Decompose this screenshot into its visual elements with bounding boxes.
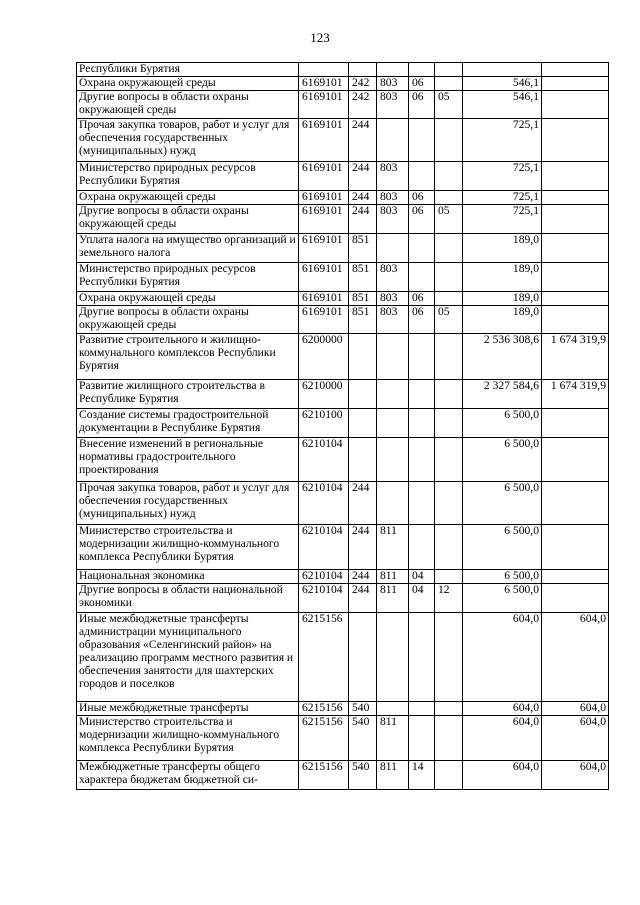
row-pr-cell bbox=[435, 162, 463, 191]
row-ved-cell: 811 bbox=[377, 525, 409, 570]
row-name-cell: Уплата налога на имущество организаций и земельного налога bbox=[77, 234, 299, 263]
row-rz-cell: 14 bbox=[409, 761, 435, 790]
row-ved-cell bbox=[377, 613, 409, 702]
row-ved-cell bbox=[377, 380, 409, 409]
row-code-cell: 6215156 bbox=[299, 761, 349, 790]
table-row bbox=[77, 761, 609, 790]
table-row bbox=[77, 292, 609, 306]
row-code-cell: 6169101 bbox=[299, 263, 349, 292]
row-sum2-cell: 1 674 319,9 bbox=[542, 334, 609, 380]
row-rz-cell bbox=[409, 334, 435, 380]
row-code-cell: 6215156 bbox=[299, 716, 349, 761]
row-sum2-cell bbox=[542, 119, 609, 162]
row-code-cell: 6200000 bbox=[299, 334, 349, 380]
row-code-cell: 6210104 bbox=[299, 570, 349, 584]
row-vr-cell bbox=[349, 438, 377, 482]
row-pr-cell bbox=[435, 63, 463, 77]
row-ved-cell: 811 bbox=[377, 584, 409, 613]
table-row bbox=[77, 438, 609, 482]
table-row bbox=[77, 570, 609, 584]
row-code-cell: 6215156 bbox=[299, 702, 349, 716]
row-rz-cell bbox=[409, 438, 435, 482]
row-sum1-cell: 6 500,0 bbox=[463, 409, 542, 438]
row-rz-cell bbox=[409, 263, 435, 292]
row-sum1-cell: 725,1 bbox=[463, 191, 542, 205]
row-sum2-cell bbox=[542, 91, 609, 119]
table-row bbox=[77, 334, 609, 380]
row-sum1-cell: 2 327 584,6 bbox=[463, 380, 542, 409]
row-sum1-cell: 604,0 bbox=[463, 613, 542, 702]
row-pr-cell bbox=[435, 438, 463, 482]
table-row bbox=[77, 263, 609, 292]
row-rz-cell bbox=[409, 409, 435, 438]
row-sum2-cell bbox=[542, 191, 609, 205]
row-sum2-cell bbox=[542, 205, 609, 234]
row-rz-cell bbox=[409, 702, 435, 716]
table-row bbox=[77, 482, 609, 525]
row-rz-cell bbox=[409, 482, 435, 525]
row-sum1-cell: 6 500,0 bbox=[463, 525, 542, 570]
row-pr-cell: 12 bbox=[435, 584, 463, 613]
row-ved-cell bbox=[377, 63, 409, 77]
row-sum1-cell: 546,1 bbox=[463, 77, 542, 91]
row-pr-cell bbox=[435, 234, 463, 263]
row-name-cell: Прочая закупка товаров, работ и услуг для обеспечения государственных (муниципальных) нужд bbox=[77, 482, 299, 525]
row-code-cell: 6169101 bbox=[299, 306, 349, 334]
row-ved-cell: 803 bbox=[377, 77, 409, 91]
row-name-cell: Другие вопросы в области национальной экономики bbox=[77, 584, 299, 613]
row-vr-cell: 244 bbox=[349, 584, 377, 613]
row-name-cell: Министерство строительства и модернизации жилищно-коммунального комплекса Республики Бурятия bbox=[77, 525, 299, 570]
row-code-cell: 6210104 bbox=[299, 482, 349, 525]
row-vr-cell: 244 bbox=[349, 119, 377, 162]
row-pr-cell bbox=[435, 380, 463, 409]
row-pr-cell bbox=[435, 119, 463, 162]
row-vr-cell: 242 bbox=[349, 91, 377, 119]
row-pr-cell bbox=[435, 613, 463, 702]
budget-table bbox=[76, 62, 609, 790]
row-sum1-cell: 189,0 bbox=[463, 306, 542, 334]
row-rz-cell: 06 bbox=[409, 306, 435, 334]
table-row bbox=[77, 91, 609, 119]
row-code-cell: 6210104 bbox=[299, 525, 349, 570]
row-vr-cell: 851 bbox=[349, 306, 377, 334]
row-sum2-cell: 604,0 bbox=[542, 613, 609, 702]
row-ved-cell bbox=[377, 119, 409, 162]
row-ved-cell: 803 bbox=[377, 292, 409, 306]
row-ved-cell: 803 bbox=[377, 91, 409, 119]
table-row bbox=[77, 191, 609, 205]
table-row bbox=[77, 702, 609, 716]
row-rz-cell: 04 bbox=[409, 584, 435, 613]
table-row bbox=[77, 77, 609, 91]
row-sum1-cell: 189,0 bbox=[463, 263, 542, 292]
row-ved-cell: 803 bbox=[377, 191, 409, 205]
row-pr-cell bbox=[435, 761, 463, 790]
table-row bbox=[77, 613, 609, 702]
row-code-cell: 6169101 bbox=[299, 77, 349, 91]
row-rz-cell: 06 bbox=[409, 77, 435, 91]
row-ved-cell bbox=[377, 409, 409, 438]
row-sum2-cell bbox=[542, 438, 609, 482]
row-code-cell: 6169101 bbox=[299, 292, 349, 306]
row-pr-cell bbox=[435, 191, 463, 205]
row-code-cell: 6215156 bbox=[299, 613, 349, 702]
table-row bbox=[77, 63, 609, 77]
row-sum2-cell bbox=[542, 584, 609, 613]
row-name-cell: Иные межбюджетные трансферты bbox=[77, 702, 299, 716]
row-ved-cell: 811 bbox=[377, 761, 409, 790]
row-sum1-cell bbox=[463, 63, 542, 77]
row-rz-cell: 04 bbox=[409, 570, 435, 584]
row-pr-cell bbox=[435, 263, 463, 292]
row-name-cell: Другие вопросы в области охраны окружающей среды bbox=[77, 205, 299, 234]
row-pr-cell bbox=[435, 77, 463, 91]
row-ved-cell bbox=[377, 334, 409, 380]
table-row bbox=[77, 584, 609, 613]
row-name-cell: Межбюджетные трансферты общего характера бюджетам бюджетной си- bbox=[77, 761, 299, 790]
table-row bbox=[77, 409, 609, 438]
row-vr-cell: 244 bbox=[349, 525, 377, 570]
row-code-cell: 6169101 bbox=[299, 191, 349, 205]
row-name-cell: Развитие жилищного строительства в Республике Бурятия bbox=[77, 380, 299, 409]
row-name-cell: Развитие строительного и жилищно-коммунального комплексов Республики Бурятия bbox=[77, 334, 299, 380]
row-vr-cell bbox=[349, 334, 377, 380]
row-pr-cell bbox=[435, 409, 463, 438]
row-rz-cell: 06 bbox=[409, 292, 435, 306]
row-sum2-cell bbox=[542, 409, 609, 438]
row-pr-cell bbox=[435, 570, 463, 584]
row-ved-cell: 811 bbox=[377, 716, 409, 761]
row-name-cell: Охрана окружающей среды bbox=[77, 191, 299, 205]
row-ved-cell bbox=[377, 234, 409, 263]
row-rz-cell bbox=[409, 234, 435, 263]
row-ved-cell: 803 bbox=[377, 162, 409, 191]
row-vr-cell bbox=[349, 613, 377, 702]
row-code-cell: 6210104 bbox=[299, 438, 349, 482]
table-row bbox=[77, 380, 609, 409]
row-name-cell: Министерство природных ресурсов Республики Бурятия bbox=[77, 263, 299, 292]
row-code-cell: 6169101 bbox=[299, 91, 349, 119]
row-sum1-cell: 546,1 bbox=[463, 91, 542, 119]
row-sum1-cell: 2 536 308,6 bbox=[463, 334, 542, 380]
row-name-cell: Республики Бурятия bbox=[77, 63, 299, 77]
row-sum1-cell: 725,1 bbox=[463, 205, 542, 234]
row-sum2-cell bbox=[542, 292, 609, 306]
row-vr-cell: 851 bbox=[349, 263, 377, 292]
row-vr-cell bbox=[349, 409, 377, 438]
row-sum1-cell: 604,0 bbox=[463, 716, 542, 761]
row-code-cell: 6169101 bbox=[299, 119, 349, 162]
row-vr-cell: 244 bbox=[349, 482, 377, 525]
row-sum1-cell: 189,0 bbox=[463, 292, 542, 306]
row-vr-cell: 244 bbox=[349, 570, 377, 584]
row-rz-cell bbox=[409, 716, 435, 761]
row-vr-cell: 540 bbox=[349, 761, 377, 790]
row-code-cell: 6210104 bbox=[299, 584, 349, 613]
row-rz-cell bbox=[409, 380, 435, 409]
row-code-cell: 6210000 bbox=[299, 380, 349, 409]
row-sum1-cell: 6 500,0 bbox=[463, 584, 542, 613]
row-ved-cell: 811 bbox=[377, 570, 409, 584]
row-vr-cell: 244 bbox=[349, 205, 377, 234]
row-sum1-cell: 6 500,0 bbox=[463, 438, 542, 482]
row-pr-cell bbox=[435, 702, 463, 716]
row-pr-cell bbox=[435, 716, 463, 761]
row-name-cell: Охрана окружающей среды bbox=[77, 292, 299, 306]
row-code-cell: 6210100 bbox=[299, 409, 349, 438]
row-rz-cell: 06 bbox=[409, 191, 435, 205]
row-name-cell: Другие вопросы в области охраны окружающей среды bbox=[77, 91, 299, 119]
row-pr-cell: 05 bbox=[435, 306, 463, 334]
row-rz-cell bbox=[409, 63, 435, 77]
table-row bbox=[77, 205, 609, 234]
row-vr-cell: 540 bbox=[349, 702, 377, 716]
row-name-cell: Внесение изменений в региональные нормативы градостроительного проектирования bbox=[77, 438, 299, 482]
page-number: 123 bbox=[310, 30, 330, 45]
row-name-cell: Министерство строительства и модернизации жилищно-коммунального комплекса Республики Бурятия bbox=[77, 716, 299, 761]
row-sum1-cell: 604,0 bbox=[463, 761, 542, 790]
row-code-cell: 6169101 bbox=[299, 162, 349, 191]
row-rz-cell: 06 bbox=[409, 91, 435, 119]
row-name-cell: Прочая закупка товаров, работ и услуг для обеспечения государственных (муниципальных) нужд bbox=[77, 119, 299, 162]
table-row bbox=[77, 525, 609, 570]
table-row bbox=[77, 306, 609, 334]
row-vr-cell bbox=[349, 63, 377, 77]
row-code-cell: 6169101 bbox=[299, 205, 349, 234]
row-sum2-cell: 604,0 bbox=[542, 761, 609, 790]
row-ved-cell: 803 bbox=[377, 306, 409, 334]
row-ved-cell: 803 bbox=[377, 263, 409, 292]
row-name-cell: Национальная экономика bbox=[77, 570, 299, 584]
row-sum2-cell bbox=[542, 63, 609, 77]
row-vr-cell: 851 bbox=[349, 292, 377, 306]
row-sum1-cell: 604,0 bbox=[463, 702, 542, 716]
row-ved-cell: 803 bbox=[377, 205, 409, 234]
row-name-cell: Иные межбюджетные трансферты администрации муниципального образования «Селенгинский район» на реализацию программ местного развития и обеспечения занятости для шахтерских городов и поселков bbox=[77, 613, 299, 702]
row-rz-cell bbox=[409, 119, 435, 162]
row-rz-cell bbox=[409, 162, 435, 191]
table-row bbox=[77, 716, 609, 761]
row-rz-cell bbox=[409, 613, 435, 702]
row-pr-cell bbox=[435, 334, 463, 380]
row-pr-cell bbox=[435, 525, 463, 570]
row-pr-cell: 05 bbox=[435, 205, 463, 234]
row-pr-cell bbox=[435, 482, 463, 525]
row-sum2-cell bbox=[542, 234, 609, 263]
row-vr-cell: 244 bbox=[349, 191, 377, 205]
table-row bbox=[77, 119, 609, 162]
row-sum2-cell bbox=[542, 482, 609, 525]
row-ved-cell bbox=[377, 702, 409, 716]
row-code-cell: 6169101 bbox=[299, 234, 349, 263]
row-pr-cell: 05 bbox=[435, 91, 463, 119]
row-vr-cell: 540 bbox=[349, 716, 377, 761]
row-sum1-cell: 6 500,0 bbox=[463, 482, 542, 525]
row-ved-cell bbox=[377, 438, 409, 482]
row-rz-cell bbox=[409, 525, 435, 570]
row-name-cell: Министерство природных ресурсов Республики Бурятия bbox=[77, 162, 299, 191]
row-sum1-cell: 6 500,0 bbox=[463, 570, 542, 584]
row-sum1-cell: 189,0 bbox=[463, 234, 542, 263]
row-sum1-cell: 725,1 bbox=[463, 162, 542, 191]
row-sum1-cell: 725,1 bbox=[463, 119, 542, 162]
row-sum2-cell: 1 674 319,9 bbox=[542, 380, 609, 409]
row-sum2-cell: 604,0 bbox=[542, 702, 609, 716]
row-name-cell: Охрана окружающей среды bbox=[77, 77, 299, 91]
row-sum2-cell bbox=[542, 162, 609, 191]
row-sum2-cell bbox=[542, 77, 609, 91]
row-ved-cell bbox=[377, 482, 409, 525]
row-sum2-cell: 604,0 bbox=[542, 716, 609, 761]
row-sum2-cell bbox=[542, 525, 609, 570]
row-vr-cell bbox=[349, 380, 377, 409]
row-vr-cell: 244 bbox=[349, 162, 377, 191]
table-row bbox=[77, 234, 609, 263]
row-sum2-cell bbox=[542, 306, 609, 334]
row-name-cell: Другие вопросы в области охраны окружающей среды bbox=[77, 306, 299, 334]
row-pr-cell bbox=[435, 292, 463, 306]
row-rz-cell: 06 bbox=[409, 205, 435, 234]
row-sum2-cell bbox=[542, 570, 609, 584]
table-row bbox=[77, 162, 609, 191]
row-sum2-cell bbox=[542, 263, 609, 292]
row-vr-cell: 242 bbox=[349, 77, 377, 91]
row-name-cell: Создание системы градостроительной документации в Республике Бурятия bbox=[77, 409, 299, 438]
row-code-cell bbox=[299, 63, 349, 77]
row-vr-cell: 851 bbox=[349, 234, 377, 263]
